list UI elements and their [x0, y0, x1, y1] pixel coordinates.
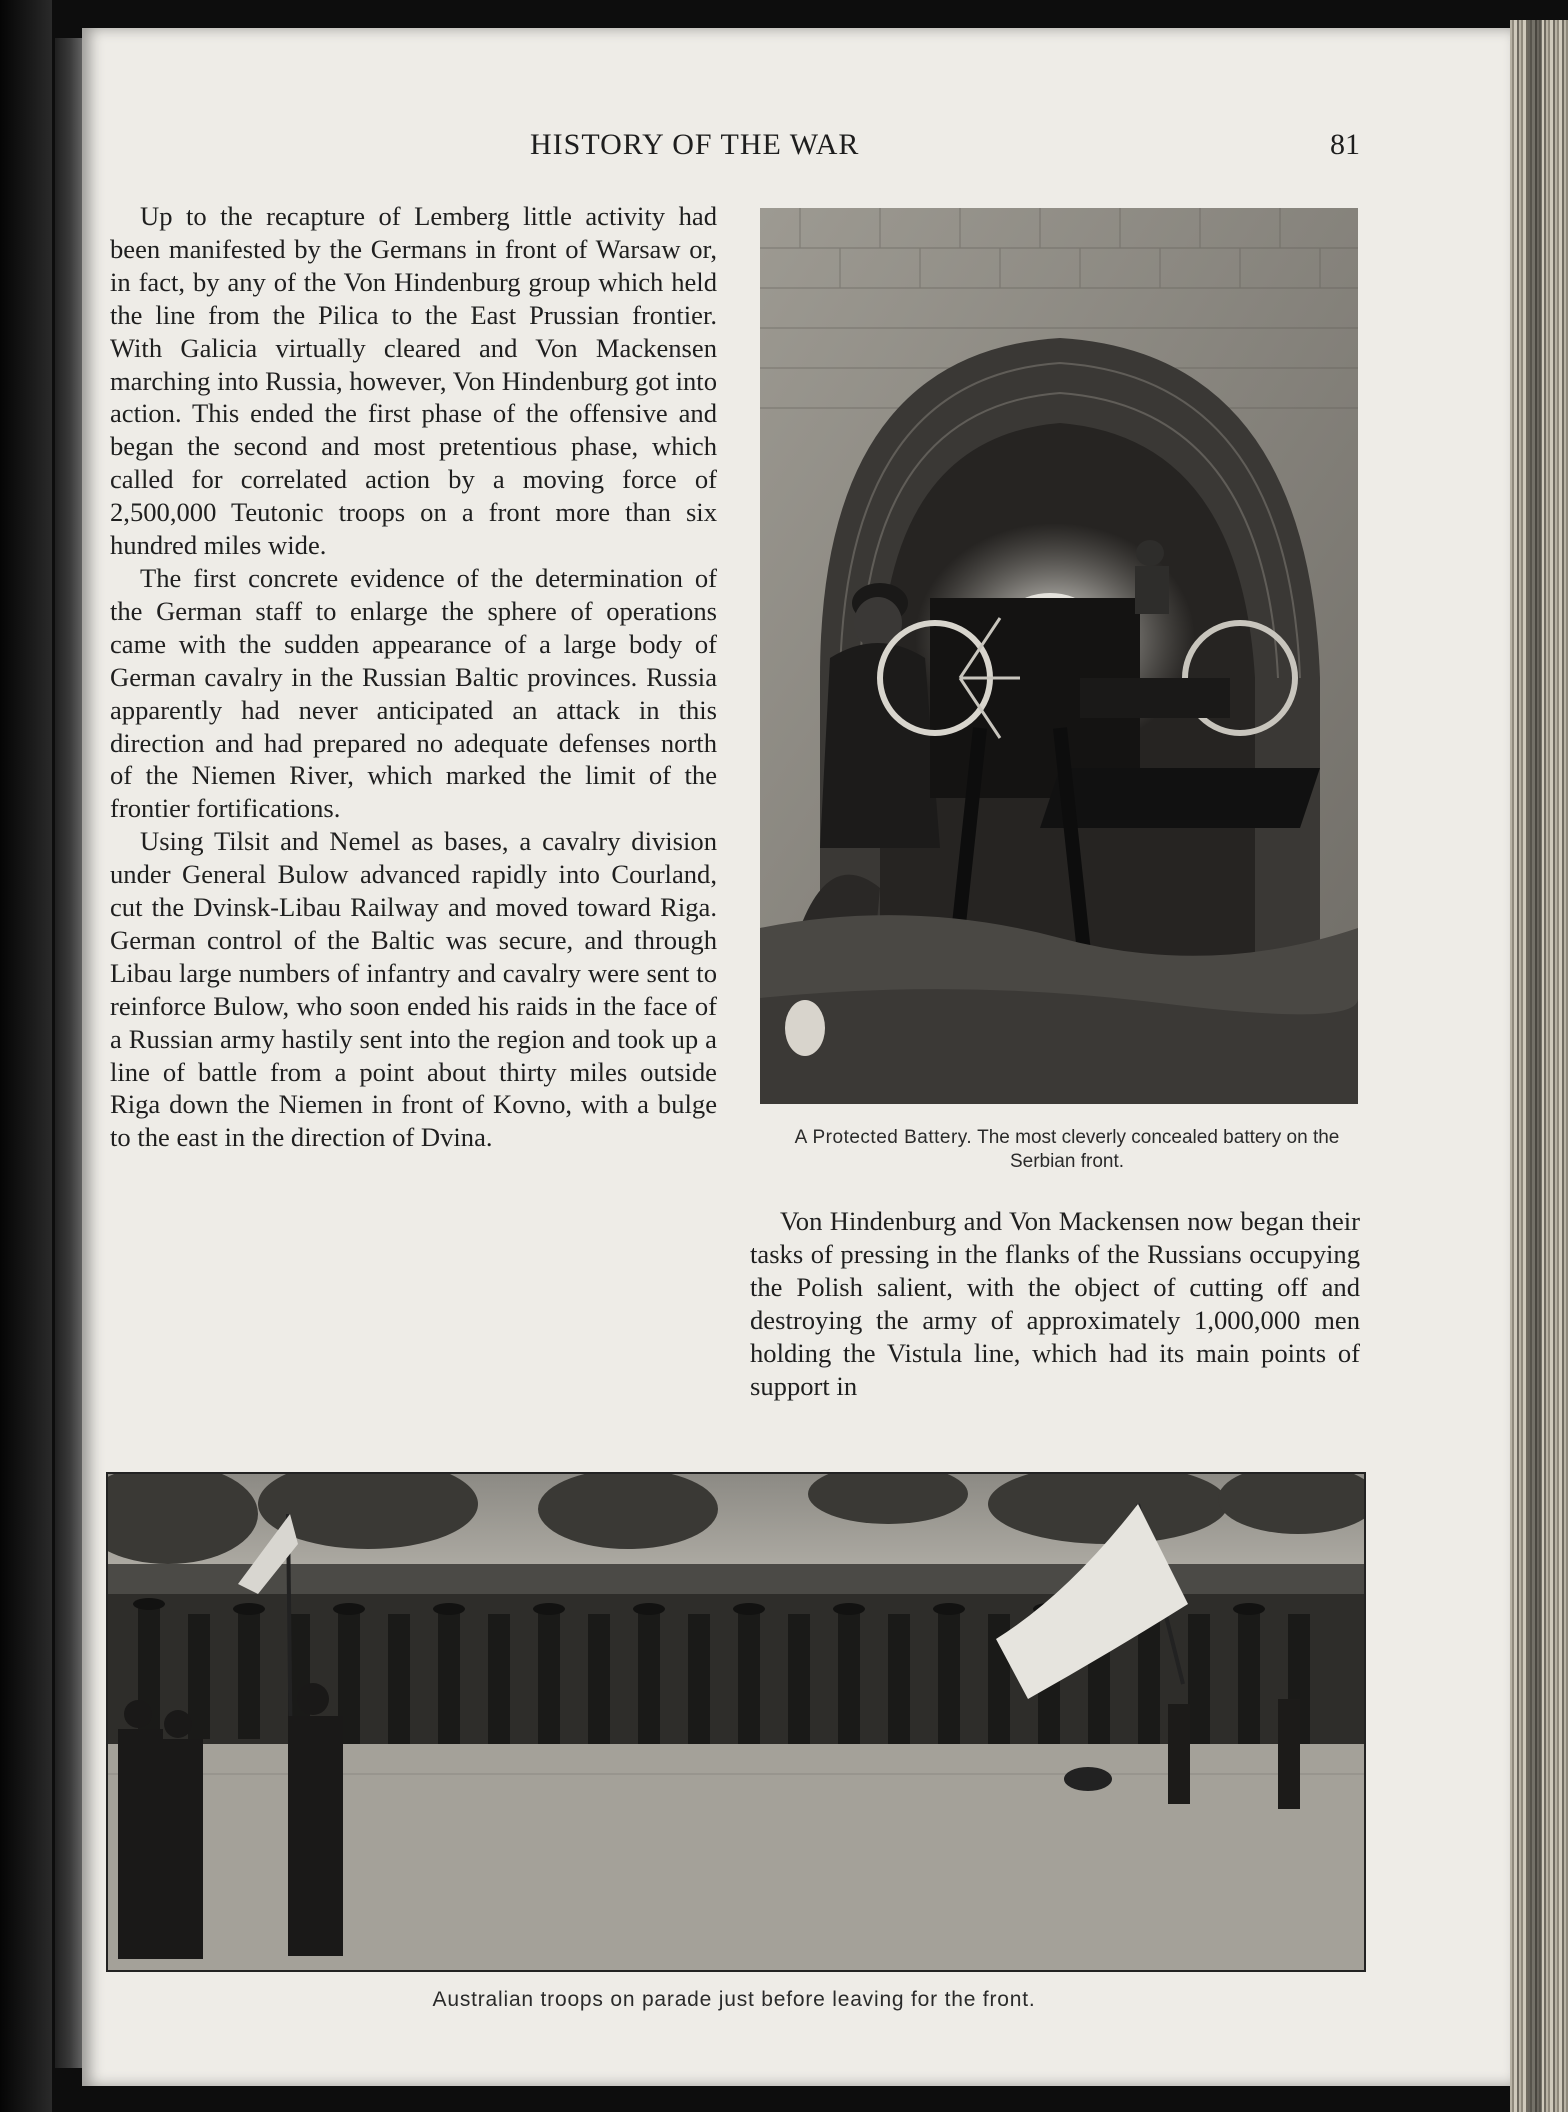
caption-label: A Protected Battery.	[794, 1127, 973, 1148]
battery-caption	[772, 1126, 1362, 1174]
left-text-column	[110, 200, 717, 1154]
adjacent-page-edges	[1510, 20, 1568, 2112]
paragraph: The first concrete evidence of the determination of the German staff to enlarge the sphere of operations came with the sudden appearance of a large body of German cavalry in the Russian Baltic provinces. Russia apparently had never anticipated an attack in this direction and had prepared no adequate defenses north of the Niemen River, which marked the limit of the frontier fortifications.	[110, 562, 717, 824]
paragraph: Von Hindenburg and Von Mackensen now began their tasks of pressing in the flanks of the Russians occupying the Polish salient, with the object of cutting off and destroying the army of approximately 1,000,000 men holding the Vistula line, which had its main points of support in	[750, 1206, 1360, 1401]
protected-battery-photo	[760, 208, 1358, 1104]
caption-text: The most cleverly concealed battery on the Serbian front.	[977, 1127, 1340, 1172]
paragraph: Using Tilsit and Nemel as bases, a cavalry division under General Bulow advanced rapidly into Courland, cut the Dvinsk-Libau Railway and moved toward Riga. German control of the Baltic was secure, and through Libau large numbers of infantry and cavalry were sent to reinforce Bulow, who soon ended his raids in the face of a Russian army hastily sent into the region and took up a line of battle from a point about thirty miles outside Riga down the Niemen in front of Kovno, with a bulge to the east in the direction of Dvina.	[110, 826, 717, 1153]
parade-photo-drawing	[108, 1474, 1364, 1970]
parade-photo	[106, 1472, 1366, 1972]
paragraph: Up to the recapture of Lemberg little activity had been manifested by the Germans in front of Warsaw or, in fact, by any of the Von Hindenburg group which held the line from the Pilica to the East Prussian frontier. With Galicia virtually cleared and Von Mackensen marching into Russia, however, Von Hindenburg got into action. This ended the first phase of the offensive and began the second and most pretentious phase, which called for correlated action by a moving force of 2,500,000 Teutonic troops on a front more than six hundred miles wide.	[110, 201, 717, 561]
book-gutter	[0, 0, 52, 2112]
book-spine-shadow	[55, 38, 85, 2068]
right-text-column	[750, 1205, 1360, 1402]
battery-photo-drawing	[760, 208, 1358, 1104]
running-head: HISTORY OF THE WAR	[530, 128, 860, 161]
parade-caption: Australian troops on parade just before leaving for the front.	[432, 1988, 1036, 2011]
page-number: 81	[1330, 128, 1360, 161]
